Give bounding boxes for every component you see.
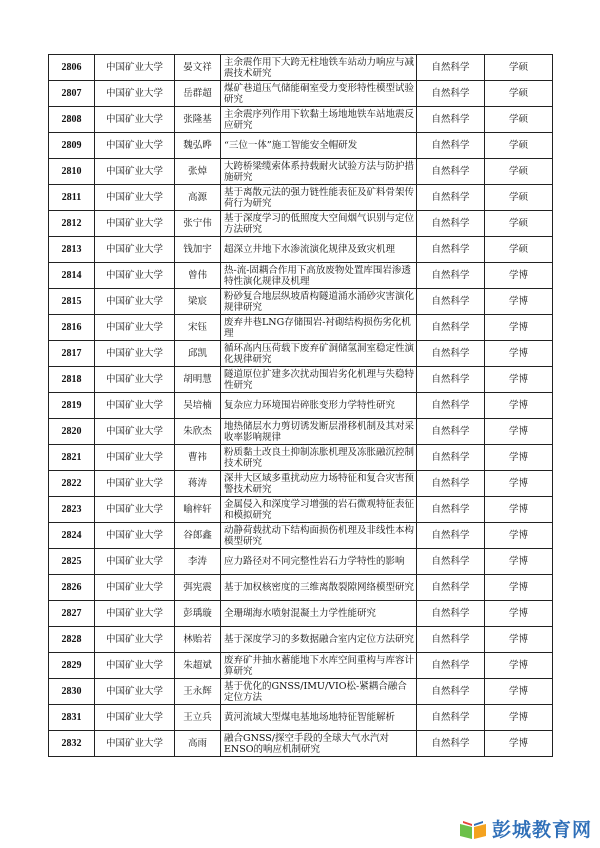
- table-row: [49, 575, 553, 601]
- table-row: [49, 419, 553, 445]
- cell-field: 自然科学: [417, 705, 485, 731]
- cell-number: 2807: [49, 81, 95, 107]
- cell-name: 钱加宇: [175, 237, 221, 263]
- cell-title: 主余震序列作用下软黏土场地地铁车站地震反应研究: [221, 107, 417, 133]
- cell-field: 自然科学: [417, 627, 485, 653]
- cell-field: 自然科学: [417, 419, 485, 445]
- cell-name: 林贻若: [175, 627, 221, 653]
- cell-name: 王永辉: [175, 679, 221, 705]
- table-row: [49, 549, 553, 575]
- cell-name: 朱欣杰: [175, 419, 221, 445]
- cell-number: 2828: [49, 627, 95, 653]
- cell-number: 2825: [49, 549, 95, 575]
- table-row: [49, 185, 553, 211]
- cell-name: 晏文祥: [175, 55, 221, 81]
- table-row: [49, 445, 553, 471]
- cell-name: 高雨: [175, 731, 221, 757]
- cell-university: 中国矿业大学: [95, 523, 175, 549]
- cell-title: 隧道原位扩建多次扰动围岩劣化机理与失稳特性研究: [221, 367, 417, 393]
- cell-degree: 学博: [485, 601, 553, 627]
- cell-university: 中国矿业大学: [95, 601, 175, 627]
- cell-degree: 学博: [485, 549, 553, 575]
- cell-degree: 学博: [485, 653, 553, 679]
- cell-field: 自然科学: [417, 471, 485, 497]
- cell-title: 基于离散元法的强力链性能表征及矿料骨架传荷行为研究: [221, 185, 417, 211]
- cell-number: 2819: [49, 393, 95, 419]
- cell-number: 2815: [49, 289, 95, 315]
- cell-degree: 学博: [485, 341, 553, 367]
- cell-field: 自然科学: [417, 601, 485, 627]
- cell-university: 中国矿业大学: [95, 315, 175, 341]
- cell-degree: 学博: [485, 315, 553, 341]
- cell-university: 中国矿业大学: [95, 549, 175, 575]
- cell-field: 自然科学: [417, 133, 485, 159]
- cell-title: 深井大区域多重扰动应力场特征和复合灾害预警技术研究: [221, 471, 417, 497]
- cell-name: 曾伟: [175, 263, 221, 289]
- cell-title: 黄河流域大型煤电基地场地特征智能解析: [221, 705, 417, 731]
- table-row: [49, 523, 553, 549]
- cell-university: 中国矿业大学: [95, 211, 175, 237]
- watermark-text: 彭城教育网: [491, 819, 592, 841]
- cell-title: 动静荷载扰动下结构面损伤机理及非线性本构模型研究: [221, 523, 417, 549]
- cell-university: 中国矿业大学: [95, 419, 175, 445]
- table-row: [49, 81, 553, 107]
- cell-name: 张宁伟: [175, 211, 221, 237]
- table-row: [49, 159, 553, 185]
- table-row: [49, 263, 553, 289]
- cell-name: 吴培楠: [175, 393, 221, 419]
- cell-university: 中国矿业大学: [95, 705, 175, 731]
- cell-degree: 学博: [485, 497, 553, 523]
- cell-university: 中国矿业大学: [95, 653, 175, 679]
- cell-degree: 学硕: [485, 107, 553, 133]
- cell-number: 2832: [49, 731, 95, 757]
- cell-degree: 学硕: [485, 133, 553, 159]
- table-row: [49, 289, 553, 315]
- cell-university: 中国矿业大学: [95, 133, 175, 159]
- cell-number: 2823: [49, 497, 95, 523]
- table-row: [49, 679, 553, 705]
- cell-title: 基于深度学习的低照度大空间烟气识别与定位方法研究: [221, 211, 417, 237]
- cell-number: 2810: [49, 159, 95, 185]
- cell-name: 魏弘晔: [175, 133, 221, 159]
- cell-title: 基于深度学习的多数据融合室内定位方法研究: [221, 627, 417, 653]
- cell-name: 王立兵: [175, 705, 221, 731]
- cell-university: 中国矿业大学: [95, 55, 175, 81]
- cell-name: 邱凯: [175, 341, 221, 367]
- cell-title: 应力路径对不同完整性岩石力学特性的影响: [221, 549, 417, 575]
- cell-number: 2821: [49, 445, 95, 471]
- table-row: [49, 731, 553, 757]
- cell-number: 2812: [49, 211, 95, 237]
- cell-field: 自然科学: [417, 289, 485, 315]
- cell-degree: 学硕: [485, 237, 553, 263]
- table-row: [49, 315, 553, 341]
- cell-degree: 学硕: [485, 55, 553, 81]
- cell-university: 中国矿业大学: [95, 471, 175, 497]
- cell-university: 中国矿业大学: [95, 627, 175, 653]
- cell-degree: 学硕: [485, 211, 553, 237]
- cell-name: 喻梓轩: [175, 497, 221, 523]
- table-row: [49, 341, 553, 367]
- cell-degree: 学博: [485, 393, 553, 419]
- cell-university: 中国矿业大学: [95, 731, 175, 757]
- cell-university: 中国矿业大学: [95, 393, 175, 419]
- cell-title: 废弃井巷LNG存储围岩-衬砌结构损伤劣化机理: [221, 315, 417, 341]
- table-row: [49, 705, 553, 731]
- cell-number: 2806: [49, 55, 95, 81]
- cell-field: 自然科学: [417, 367, 485, 393]
- cell-title: 循环高内压荷载下废弃矿洞储氢洞室稳定性演化规律研究: [221, 341, 417, 367]
- cell-degree: 学博: [485, 575, 553, 601]
- cell-number: 2811: [49, 185, 95, 211]
- cell-university: 中国矿业大学: [95, 497, 175, 523]
- cell-field: 自然科学: [417, 237, 485, 263]
- cell-field: 自然科学: [417, 81, 485, 107]
- cell-degree: 学博: [485, 419, 553, 445]
- cell-title: 煤矿巷道压气储能硐室受力变形特性模型试验研究: [221, 81, 417, 107]
- cell-name: 曹祎: [175, 445, 221, 471]
- cell-name: 张隆基: [175, 107, 221, 133]
- cell-degree: 学硕: [485, 159, 553, 185]
- cell-number: 2822: [49, 471, 95, 497]
- cell-degree: 学博: [485, 523, 553, 549]
- cell-number: 2808: [49, 107, 95, 133]
- cell-degree: 学博: [485, 705, 553, 731]
- cell-degree: 学博: [485, 367, 553, 393]
- table-row: [49, 393, 553, 419]
- cell-degree: 学博: [485, 471, 553, 497]
- table-row: [49, 627, 553, 653]
- cell-number: 2813: [49, 237, 95, 263]
- cell-field: 自然科学: [417, 679, 485, 705]
- cell-number: 2816: [49, 315, 95, 341]
- cell-university: 中国矿业大学: [95, 107, 175, 133]
- cell-field: 自然科学: [417, 55, 485, 81]
- cell-university: 中国矿业大学: [95, 185, 175, 211]
- cell-field: 自然科学: [417, 653, 485, 679]
- cell-degree: 学博: [485, 263, 553, 289]
- cell-name: 张焯: [175, 159, 221, 185]
- table-row: [49, 55, 553, 81]
- cell-name: 蒋涛: [175, 471, 221, 497]
- cell-field: 自然科学: [417, 549, 485, 575]
- cell-title: 全珊瑚海水喷射混凝土力学性能研究: [221, 601, 417, 627]
- table-row: [49, 497, 553, 523]
- cell-field: 自然科学: [417, 523, 485, 549]
- cell-title: 复杂应力环境围岩碎胀变形力学特性研究: [221, 393, 417, 419]
- cell-university: 中国矿业大学: [95, 159, 175, 185]
- cell-name: 胡明慧: [175, 367, 221, 393]
- cell-number: 2827: [49, 601, 95, 627]
- table-row: [49, 237, 553, 263]
- cell-number: 2831: [49, 705, 95, 731]
- cell-university: 中国矿业大学: [95, 237, 175, 263]
- cell-field: 自然科学: [417, 315, 485, 341]
- cell-name: 彭瑀璇: [175, 601, 221, 627]
- cell-university: 中国矿业大学: [95, 341, 175, 367]
- table-row: [49, 653, 553, 679]
- cell-title: 地热储层水力剪切诱发断层滑移机制及其对采收率影响规律: [221, 419, 417, 445]
- cell-number: 2809: [49, 133, 95, 159]
- cell-name: 谷郎鑫: [175, 523, 221, 549]
- cell-number: 2829: [49, 653, 95, 679]
- cell-university: 中国矿业大学: [95, 263, 175, 289]
- cell-title: 大跨桥梁缆索体系持载耐火试验方法与防护措施研究: [221, 159, 417, 185]
- table-body: [49, 55, 553, 757]
- watermark: [458, 815, 592, 842]
- table-row: [49, 601, 553, 627]
- cell-title: 主余震作用下大跨无柱地铁车站动力响应与减震技术研究: [221, 55, 417, 81]
- cell-field: 自然科学: [417, 393, 485, 419]
- cell-title: 基于优化的GNSS/IMU/VIO松-紧耦合融合定位方法: [221, 679, 417, 705]
- book-logo-icon: [458, 818, 488, 840]
- cell-title: 基于加权核密度的三维离散裂隙网络模型研究: [221, 575, 417, 601]
- cell-title: 超深立井地下水渗流演化规律及致灾机理: [221, 237, 417, 263]
- cell-title: 金属侵入和深度学习增强的岩石微观特征表征和模拟研究: [221, 497, 417, 523]
- cell-degree: 学博: [485, 289, 553, 315]
- cell-field: 自然科学: [417, 731, 485, 757]
- cell-field: 自然科学: [417, 159, 485, 185]
- cell-title: 粉砂复合地层纵坡盾构隧道涌水涌砂灾害演化规律研究: [221, 289, 417, 315]
- cell-title: “三位一体”施工智能安全帽研发: [221, 133, 417, 159]
- cell-field: 自然科学: [417, 497, 485, 523]
- cell-university: 中国矿业大学: [95, 445, 175, 471]
- cell-university: 中国矿业大学: [95, 81, 175, 107]
- cell-title: 融合GNSS/探空手段的全球大气水汽对ENSO的响应机制研究: [221, 731, 417, 757]
- cell-field: 自然科学: [417, 185, 485, 211]
- table-row: [49, 133, 553, 159]
- cell-number: 2824: [49, 523, 95, 549]
- table-row: [49, 471, 553, 497]
- table-row: [49, 211, 553, 237]
- table-row: [49, 107, 553, 133]
- cell-degree: 学博: [485, 731, 553, 757]
- cell-name: 朱超斌: [175, 653, 221, 679]
- cell-title: 废弃矿井抽水蓄能地下水库空间重构与库容计算研究: [221, 653, 417, 679]
- cell-degree: 学硕: [485, 185, 553, 211]
- cell-title: 粉质黏土改良土抑制冻胀机理及冻胀融沉控制技术研究: [221, 445, 417, 471]
- cell-degree: 学硕: [485, 81, 553, 107]
- cell-university: 中国矿业大学: [95, 679, 175, 705]
- cell-number: 2826: [49, 575, 95, 601]
- cell-name: 宋钰: [175, 315, 221, 341]
- cell-degree: 学博: [485, 445, 553, 471]
- cell-name: 梁宸: [175, 289, 221, 315]
- cell-name: 高源: [175, 185, 221, 211]
- cell-university: 中国矿业大学: [95, 575, 175, 601]
- cell-number: 2830: [49, 679, 95, 705]
- cell-university: 中国矿业大学: [95, 367, 175, 393]
- cell-name: 岳群超: [175, 81, 221, 107]
- table-row: [49, 367, 553, 393]
- cell-degree: 学博: [485, 679, 553, 705]
- cell-university: 中国矿业大学: [95, 289, 175, 315]
- cell-field: 自然科学: [417, 263, 485, 289]
- cell-field: 自然科学: [417, 445, 485, 471]
- cell-field: 自然科学: [417, 107, 485, 133]
- cell-title: 热-流-固耦合作用下高放废物处置库围岩渗透特性演化规律及机理: [221, 263, 417, 289]
- cell-field: 自然科学: [417, 211, 485, 237]
- cell-number: 2814: [49, 263, 95, 289]
- cell-field: 自然科学: [417, 575, 485, 601]
- cell-name: 李涛: [175, 549, 221, 575]
- cell-number: 2817: [49, 341, 95, 367]
- cell-number: 2820: [49, 419, 95, 445]
- cell-field: 自然科学: [417, 341, 485, 367]
- cell-name: 弭宪震: [175, 575, 221, 601]
- cell-number: 2818: [49, 367, 95, 393]
- cell-degree: 学博: [485, 627, 553, 653]
- results-table: [48, 54, 553, 757]
